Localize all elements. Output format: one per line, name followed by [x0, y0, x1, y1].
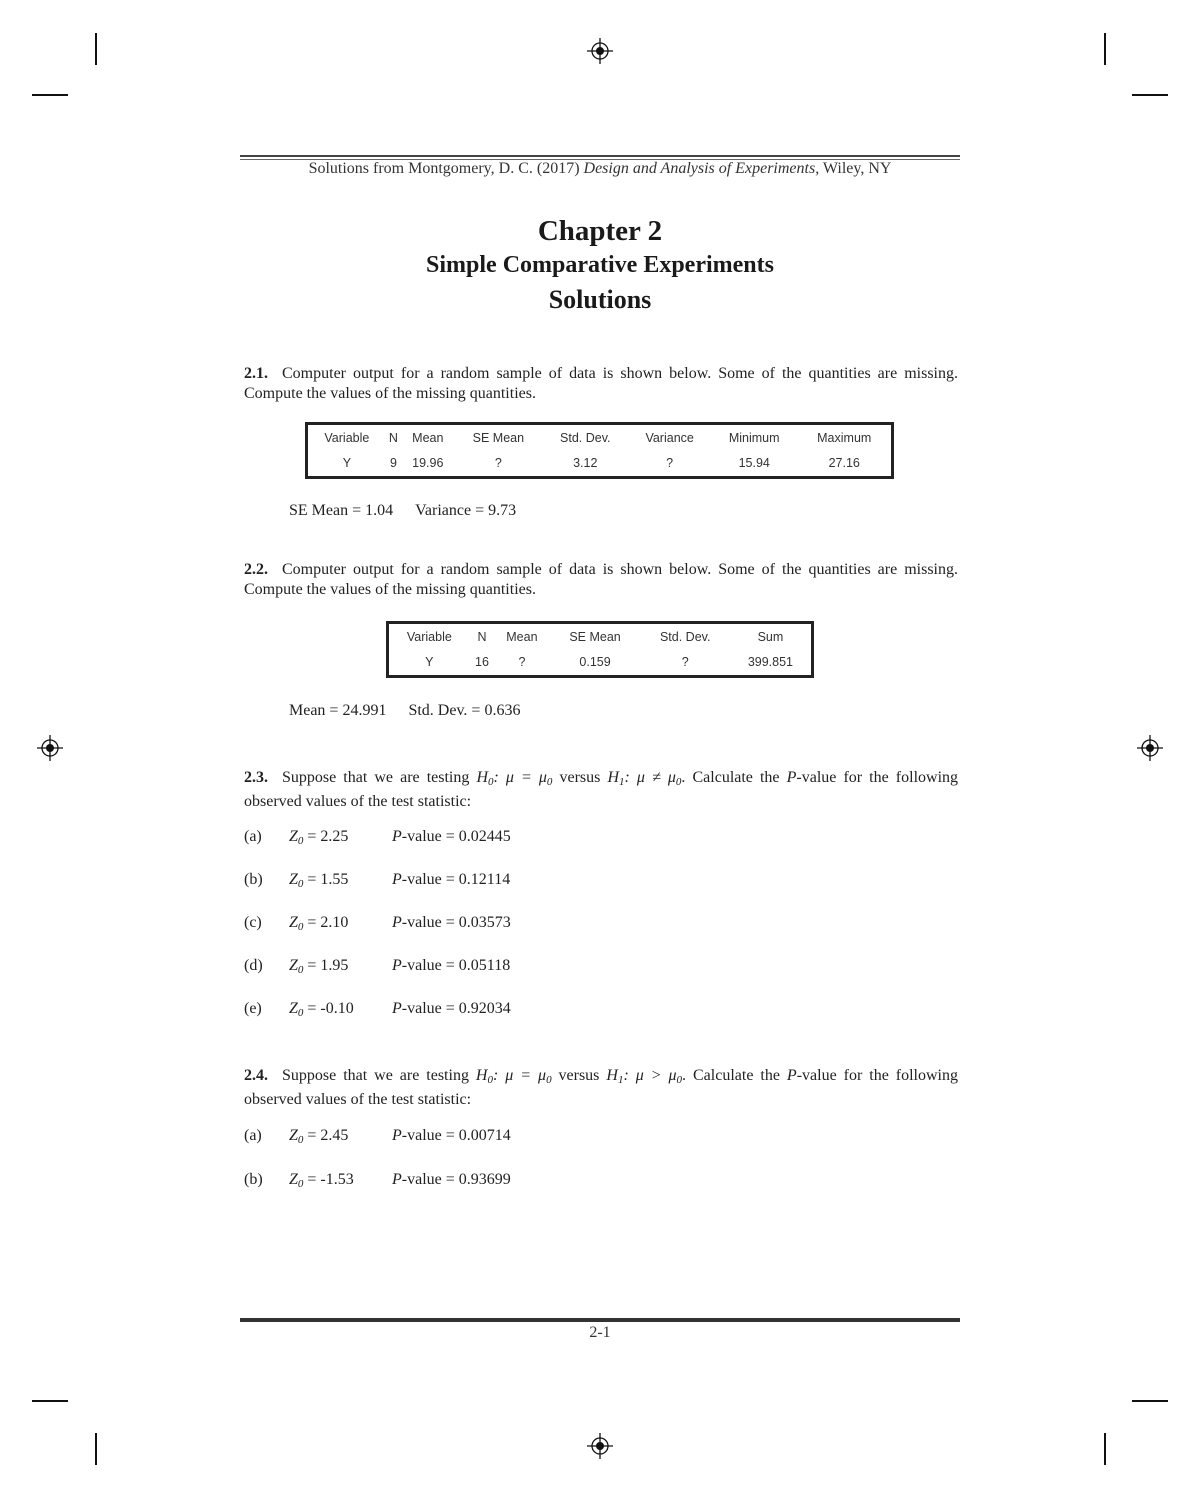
p-value [392, 871, 510, 889]
statement-part: Suppose that we are testing [282, 1067, 476, 1084]
table-cell: 3.12 [573, 456, 598, 471]
z-value: = 2.25 [307, 828, 349, 845]
header-suffix: , Wiley, NY [815, 160, 892, 177]
table-header-row [388, 623, 813, 650]
crop-mark [95, 1433, 97, 1465]
table-cell: ? [518, 655, 526, 670]
table-header-cell: Sum [757, 629, 784, 644]
p-value-text: -value = 0.93699 [401, 1171, 511, 1188]
table-row [307, 451, 893, 478]
h0-symbol: H [475, 1067, 488, 1084]
problem-number: 2.2. [244, 561, 268, 578]
p-symbol: P [786, 769, 797, 786]
p-value-text: -value = 0.05118 [401, 957, 511, 974]
table-header-cell: Std. Dev. [560, 430, 611, 445]
h1-relation: : μ > μ [623, 1067, 677, 1084]
p-symbol: P [392, 1127, 402, 1144]
p-symbol: P [392, 871, 402, 888]
subscript: 0 [675, 776, 682, 788]
crop-mark [95, 33, 97, 65]
table-row [388, 650, 813, 677]
z-symbol: Z [289, 871, 298, 888]
row-label: (e) [244, 1000, 262, 1017]
p-symbol: P [786, 1067, 797, 1084]
answer-2-1 [289, 502, 538, 520]
answer-value: SE Mean = 1.04 [289, 502, 394, 519]
p-value [392, 1127, 511, 1145]
problem-statement: Computer output for a random sample of data is shown below. Some of the quantities are missing. Compute the values of the missing quantities. [244, 561, 958, 598]
answer-value: Std. Dev. = 0.636 [408, 702, 521, 719]
answer-value: Variance = 9.73 [415, 502, 517, 519]
z-value: = 1.55 [307, 871, 349, 888]
statement-part: -value for the following observed values of the test statistic: [244, 1067, 959, 1108]
z-symbol: Z [289, 1171, 298, 1188]
crop-mark [1104, 1433, 1106, 1465]
subscript: 0 [676, 1074, 683, 1086]
table-header-cell: SE Mean [569, 629, 621, 644]
chapter-title: Chapter 2 [537, 215, 663, 247]
crop-mark [32, 1400, 68, 1402]
subscript: 0 [297, 835, 304, 847]
p-value [392, 1000, 511, 1018]
h0-relation: : μ = μ [493, 769, 547, 786]
registration-mark-icon [586, 1432, 614, 1460]
table-header-cell: N [388, 430, 398, 445]
p-value-text: -value = 0.12114 [401, 871, 511, 888]
row-label: (a) [244, 1127, 262, 1144]
z-statistic [289, 1000, 354, 1019]
header-book-title: Design and Analysis of Experiments [583, 160, 816, 177]
z-statistic [289, 1127, 348, 1146]
table-cell: 27.16 [828, 456, 860, 471]
problem-number: 2.3. [244, 769, 268, 786]
row-label: (b) [244, 871, 263, 888]
z-value: = 1.95 [307, 957, 349, 974]
p-symbol: P [392, 914, 402, 931]
page-number: 2-1 [589, 1324, 611, 1341]
table-header-cell: Mean [412, 430, 444, 445]
registration-mark-icon [586, 37, 614, 65]
statement-part: . Calculate the [682, 1067, 787, 1084]
answer-2-2 [289, 702, 542, 720]
statement-part: . Calculate the [681, 769, 787, 786]
statement-part: -value for the following observed values of the test statistic: [244, 769, 959, 810]
h0-relation: : μ = μ [492, 1067, 547, 1084]
z-symbol: Z [289, 1127, 298, 1144]
p-symbol: P [392, 1171, 402, 1188]
z-symbol: Z [289, 1000, 298, 1017]
p-value-text: -value = 0.00714 [401, 1127, 511, 1144]
header-prefix: Solutions from Montgomery, D. C. (2017) [308, 160, 584, 177]
z-value: = 2.45 [307, 1127, 349, 1144]
crop-mark [1132, 1400, 1168, 1402]
statement-part: versus [551, 1067, 607, 1084]
running-header [240, 160, 960, 178]
problem-2-1-text [244, 364, 958, 404]
h1-symbol: H [607, 769, 620, 786]
p-value-text: -value = 0.92034 [401, 1000, 511, 1017]
table-cell: ? [494, 456, 502, 471]
h0-symbol: H [476, 769, 488, 786]
subscript: 1 [619, 776, 625, 788]
table-header-cell: Std. Dev. [659, 629, 711, 644]
table-cell: 15.94 [738, 456, 770, 471]
table-header-cell: Minimum [728, 430, 780, 445]
table-cell: 0.159 [579, 655, 611, 670]
row-label: (c) [244, 914, 262, 931]
subscript: 0 [297, 878, 304, 890]
table-header-cell: Mean [506, 629, 538, 644]
row-label: (d) [244, 957, 263, 974]
registration-mark-icon [36, 734, 64, 762]
p-value-text: -value = 0.02445 [401, 828, 511, 845]
p-symbol: P [392, 1000, 402, 1017]
p-value [392, 1171, 511, 1189]
table-cell: ? [681, 655, 689, 670]
row-label: (b) [244, 1171, 263, 1188]
table-cell: Y [425, 655, 434, 670]
crop-mark [1104, 33, 1106, 65]
table-header-cell: SE Mean [472, 430, 525, 445]
subscript: 0 [488, 776, 494, 788]
z-symbol: Z [289, 957, 298, 974]
chapter-subtitle: Simple Comparative Experiments [426, 252, 774, 278]
p-symbol: P [392, 957, 402, 974]
table-header-cell: Variable [406, 629, 452, 644]
subscript: 0 [297, 1134, 304, 1146]
problem-2-4-text [244, 1066, 958, 1110]
p-value-text: -value = 0.03573 [401, 914, 511, 931]
table-cell: 16 [475, 655, 489, 670]
header-rule [240, 155, 960, 157]
row-label: (a) [244, 828, 262, 845]
subscript: 0 [546, 776, 553, 788]
table-cell: Y [342, 456, 352, 471]
z-statistic [289, 914, 348, 933]
table-cell: 19.96 [412, 456, 444, 471]
subscript: 0 [297, 921, 304, 933]
problem-statement: Computer output for a random sample of data is shown below. Some of the quantities are missing. Compute the values of the missing quantities. [244, 365, 958, 402]
p-value [392, 828, 511, 846]
statement-part: Suppose that we are testing [282, 769, 477, 786]
crop-mark [32, 94, 68, 96]
z-symbol: Z [289, 828, 298, 845]
z-value: = -0.10 [307, 1000, 354, 1017]
subscript: 0 [297, 1007, 304, 1019]
z-statistic [289, 957, 348, 976]
table-header-cell: N [477, 629, 487, 644]
problem-2-3-text [244, 768, 958, 812]
z-symbol: Z [289, 914, 298, 931]
subscript: 0 [546, 1074, 552, 1086]
h1-relation: : μ ≠ μ [624, 769, 676, 786]
p-value [392, 914, 511, 932]
table-cell: ? [666, 456, 674, 471]
registration-mark-icon [1136, 734, 1164, 762]
output-table-2-2 [386, 621, 814, 678]
z-statistic [289, 828, 348, 847]
z-statistic [289, 871, 348, 890]
h1-symbol: H [606, 1067, 618, 1084]
table-header-cell: Variance [645, 430, 694, 445]
z-statistic [289, 1171, 354, 1190]
z-value: = 2.10 [307, 914, 349, 931]
footer-rule [240, 1318, 960, 1322]
problem-number: 2.1. [244, 365, 268, 382]
problem-number: 2.4. [244, 1067, 268, 1084]
problem-2-2-text [244, 560, 958, 600]
output-table-2-1 [305, 422, 894, 479]
subscript: 0 [297, 1178, 304, 1190]
statement-part: versus [552, 769, 608, 786]
table-cell: 9 [389, 456, 397, 471]
subscript: 1 [617, 1074, 624, 1086]
table-header-row [307, 424, 893, 451]
z-value: = -1.53 [307, 1171, 354, 1188]
subscript: 0 [487, 1074, 493, 1086]
table-cell: 399.851 [747, 655, 794, 670]
crop-mark [1132, 94, 1168, 96]
p-value [392, 957, 510, 975]
subscript: 0 [297, 964, 304, 976]
p-symbol: P [392, 828, 402, 845]
table-header-cell: Variable [324, 430, 370, 445]
table-header-cell: Maximum [817, 430, 872, 445]
solutions-heading: Solutions [548, 285, 652, 314]
answer-value: Mean = 24.991 [289, 702, 387, 719]
